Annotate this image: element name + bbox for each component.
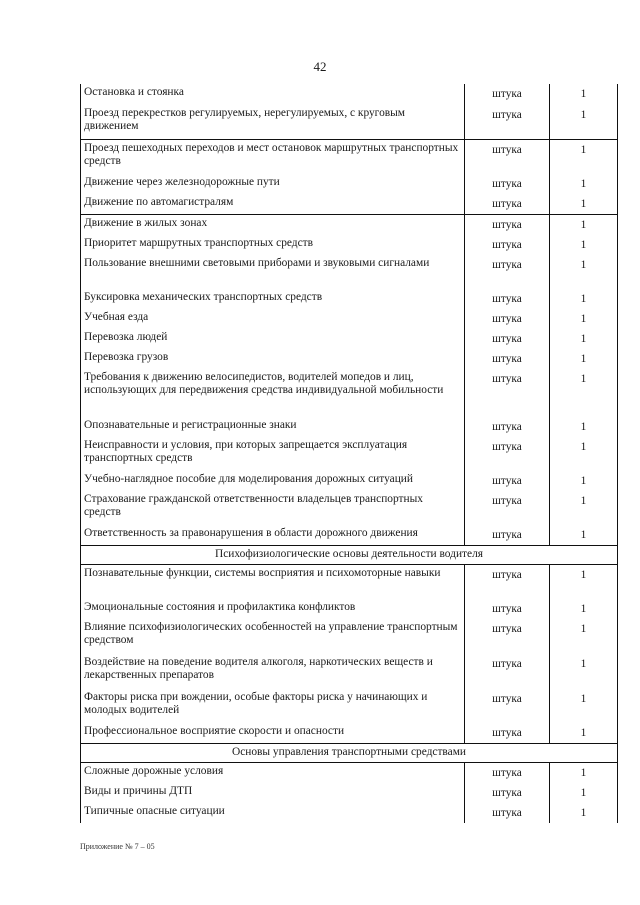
item-name: Проезд перекрестков регулируемых, нерегулируемых, с круговым движением <box>81 105 465 139</box>
quantity-cell: 1 <box>550 329 618 349</box>
item-name: Приоритет маршрутных транспортных средств <box>81 235 465 255</box>
item-name: Остановка и стоянка <box>81 84 465 105</box>
section-title: Основы управления транспортными средствами <box>81 743 618 762</box>
item-name: Страхование гражданской ответственности владельцев транспортных средств <box>81 491 465 525</box>
equipment-table-body <box>81 84 618 823</box>
unit-cell: штука <box>465 235 550 255</box>
quantity-cell: 1 <box>550 309 618 329</box>
unit-cell: штука <box>465 491 550 525</box>
item-name: Перевозка людей <box>81 329 465 349</box>
quantity-cell: 1 <box>550 565 618 599</box>
table-row <box>81 84 618 105</box>
table-row <box>81 235 618 255</box>
table-row <box>81 565 618 599</box>
unit-cell: штука <box>465 215 550 236</box>
table-row <box>81 349 618 369</box>
quantity-cell: 1 <box>550 723 618 744</box>
item-name: Неисправности и условия, при которых запрещается эксплуатация транспортных средств <box>81 437 465 471</box>
quantity-cell: 1 <box>550 235 618 255</box>
unit-cell: штука <box>465 417 550 437</box>
quantity-cell: 1 <box>550 525 618 546</box>
quantity-cell: 1 <box>550 619 618 654</box>
page-number: 42 <box>313 59 327 74</box>
table-row <box>81 329 618 349</box>
item-name: Перевозка грузов <box>81 349 465 369</box>
quantity-cell: 1 <box>550 654 618 689</box>
table-row <box>81 762 618 783</box>
item-name: Учебная езда <box>81 309 465 329</box>
table-row <box>81 723 618 744</box>
unit-cell: штука <box>465 329 550 349</box>
item-name: Факторы риска при вождении, особые факторы риска у начинающих и молодых водителей <box>81 689 465 723</box>
quantity-cell: 1 <box>550 417 618 437</box>
footer-note: Приложение № 7 – 05 <box>80 842 155 851</box>
table-row <box>81 491 618 525</box>
item-name: Познавательные функции, системы восприятия и психомоторные навыки <box>81 565 465 599</box>
table-row <box>81 437 618 471</box>
item-name: Движение по автомагистралям <box>81 194 465 215</box>
item-name: Профессиональное восприятие скорости и опасности <box>81 723 465 744</box>
item-name: Виды и причины ДТП <box>81 783 465 803</box>
item-name: Пользование внешними световыми приборами и звуковыми сигналами <box>81 255 465 289</box>
unit-cell: штука <box>465 525 550 546</box>
table-row <box>81 803 618 823</box>
unit-cell: штука <box>465 619 550 654</box>
table-row <box>81 689 618 723</box>
table-row <box>81 105 618 139</box>
unit-cell: штука <box>465 689 550 723</box>
table-row <box>81 471 618 491</box>
table-row <box>81 525 618 546</box>
unit-cell: штука <box>465 255 550 289</box>
table-row <box>81 599 618 619</box>
item-name: Ответственность за правонарушения в области дорожного движения <box>81 525 465 546</box>
item-name: Требования к движению велосипедистов, водителей мопедов и лиц, использующих для передвижения средства индивидуальной мобильности <box>81 369 465 417</box>
item-name: Опознавательные и регистрационные знаки <box>81 417 465 437</box>
unit-cell: штука <box>465 369 550 417</box>
item-name: Эмоциональные состояния и профилактика конфликтов <box>81 599 465 619</box>
table-row <box>81 139 618 174</box>
quantity-cell: 1 <box>550 174 618 194</box>
quantity-cell: 1 <box>550 803 618 823</box>
unit-cell: штука <box>465 309 550 329</box>
quantity-cell: 1 <box>550 783 618 803</box>
quantity-cell: 1 <box>550 437 618 471</box>
item-name: Учебно-наглядное пособие для моделирования дорожных ситуаций <box>81 471 465 491</box>
unit-cell: штука <box>465 723 550 744</box>
quantity-cell: 1 <box>550 289 618 309</box>
unit-cell: штука <box>465 471 550 491</box>
table-row <box>81 783 618 803</box>
item-name: Движение в жилых зонах <box>81 215 465 236</box>
item-name: Движение через железнодорожные пути <box>81 174 465 194</box>
quantity-cell: 1 <box>550 689 618 723</box>
unit-cell: штука <box>465 803 550 823</box>
table-row <box>81 417 618 437</box>
item-name: Влияние психофизиологических особенностей на управление транспортным средством <box>81 619 465 654</box>
quantity-cell: 1 <box>550 105 618 139</box>
unit-cell: штука <box>465 349 550 369</box>
item-name: Сложные дорожные условия <box>81 762 465 783</box>
table-row <box>81 654 618 689</box>
unit-cell: штука <box>465 84 550 105</box>
section-title: Психофизиологические основы деятельности водителя <box>81 546 618 565</box>
quantity-cell: 1 <box>550 369 618 417</box>
quantity-cell: 1 <box>550 599 618 619</box>
section-header-row <box>81 743 618 762</box>
quantity-cell: 1 <box>550 471 618 491</box>
quantity-cell: 1 <box>550 762 618 783</box>
unit-cell: штука <box>465 437 550 471</box>
quantity-cell: 1 <box>550 215 618 236</box>
table-row <box>81 174 618 194</box>
table-row <box>81 369 618 417</box>
unit-cell: штука <box>465 762 550 783</box>
quantity-cell: 1 <box>550 349 618 369</box>
quantity-cell: 1 <box>550 194 618 215</box>
table-row <box>81 255 618 289</box>
quantity-cell: 1 <box>550 139 618 174</box>
item-name: Воздействие на поведение водителя алкоголя, наркотических веществ и лекарственных препаратов <box>81 654 465 689</box>
item-name: Типичные опасные ситуации <box>81 803 465 823</box>
unit-cell: штука <box>465 289 550 309</box>
quantity-cell: 1 <box>550 255 618 289</box>
unit-cell: штука <box>465 783 550 803</box>
quantity-cell: 1 <box>550 84 618 105</box>
unit-cell: штука <box>465 565 550 599</box>
table-row <box>81 194 618 215</box>
unit-cell: штука <box>465 174 550 194</box>
unit-cell: штука <box>465 139 550 174</box>
unit-cell: штука <box>465 599 550 619</box>
unit-cell: штука <box>465 105 550 139</box>
quantity-cell: 1 <box>550 491 618 525</box>
table-row <box>81 289 618 309</box>
table-row <box>81 309 618 329</box>
table-row <box>81 619 618 654</box>
table-row <box>81 215 618 236</box>
section-header-row <box>81 546 618 565</box>
unit-cell: штука <box>465 654 550 689</box>
item-name: Буксировка механических транспортных средств <box>81 289 465 309</box>
unit-cell: штука <box>465 194 550 215</box>
item-name: Проезд пешеходных переходов и мест остановок маршрутных транспортных средств <box>81 139 465 174</box>
equipment-table <box>80 84 618 823</box>
